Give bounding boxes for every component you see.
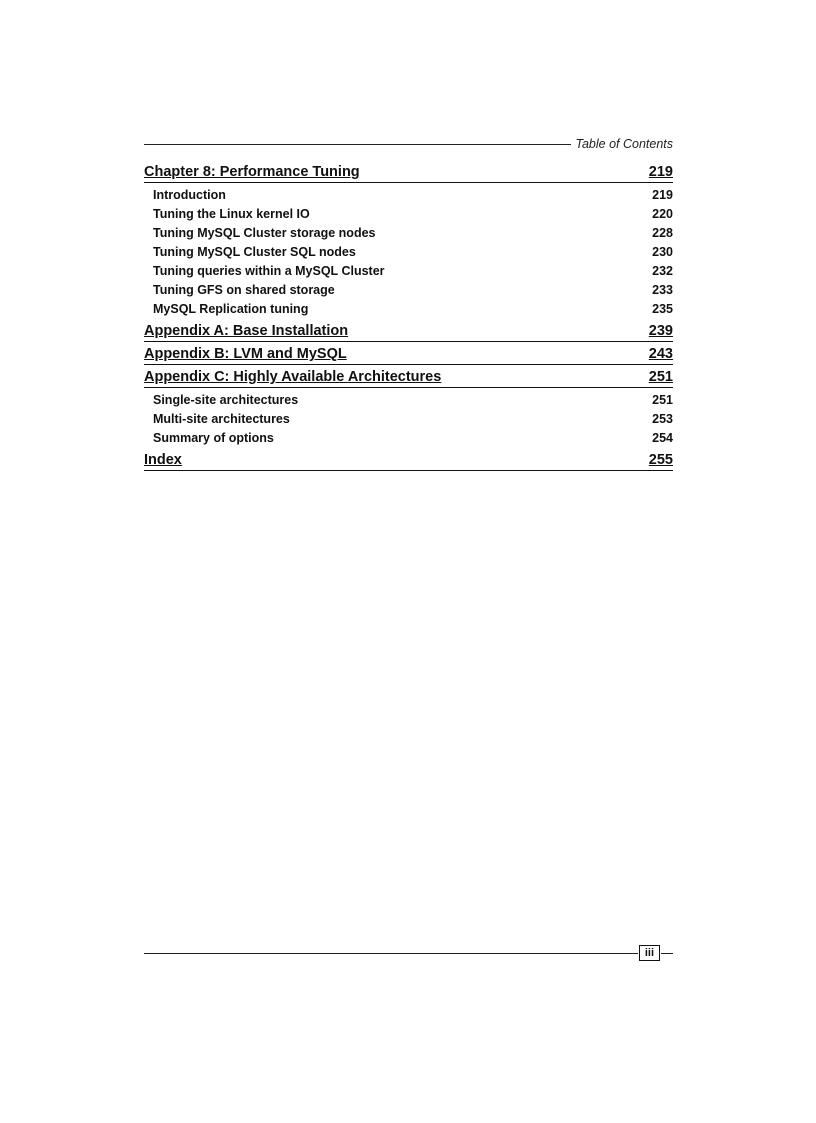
toc-section-page: 235 bbox=[652, 302, 673, 316]
toc-section-storage-nodes[interactable] bbox=[144, 224, 673, 243]
toc-chapter-8-label: Chapter 8: Performance Tuning bbox=[144, 164, 360, 180]
toc-section-queries[interactable] bbox=[144, 262, 673, 281]
toc-appendix-b[interactable] bbox=[144, 345, 673, 365]
running-header-title: Table of Contents bbox=[575, 137, 673, 151]
toc-section-page: 228 bbox=[652, 226, 673, 240]
toc-section-page: 253 bbox=[652, 412, 673, 426]
toc-section-page: 232 bbox=[652, 264, 673, 278]
toc-appendix-c[interactable] bbox=[144, 368, 673, 388]
toc-appendix-a-label: Appendix A: Base Installation bbox=[144, 323, 349, 339]
table-of-contents bbox=[144, 163, 673, 474]
page-number: iii bbox=[639, 945, 660, 961]
toc-section-label: Tuning the Linux kernel IO bbox=[153, 207, 310, 221]
toc-section-linux-kernel-io[interactable] bbox=[144, 205, 673, 224]
toc-appendix-a-page: 239 bbox=[648, 323, 673, 339]
toc-index[interactable] bbox=[144, 451, 673, 471]
toc-appendix-c-page: 251 bbox=[648, 369, 673, 385]
running-header bbox=[144, 135, 673, 153]
toc-section-label: Tuning GFS on shared storage bbox=[153, 283, 335, 297]
toc-section-label: Summary of options bbox=[153, 431, 274, 445]
toc-section-page: 230 bbox=[652, 245, 673, 259]
toc-section-page: 251 bbox=[652, 393, 673, 407]
toc-section-page: 220 bbox=[652, 207, 673, 221]
toc-section-summary[interactable] bbox=[144, 429, 673, 448]
toc-appendix-b-label: Appendix B: LVM and MySQL bbox=[144, 346, 347, 362]
toc-section-page: 254 bbox=[652, 431, 673, 445]
footer-rule-left bbox=[144, 953, 638, 954]
toc-index-page: 255 bbox=[648, 452, 673, 468]
toc-section-label: Tuning MySQL Cluster SQL nodes bbox=[153, 245, 356, 259]
toc-chapter-8-page: 219 bbox=[648, 164, 673, 180]
toc-section-sql-nodes[interactable] bbox=[144, 243, 673, 262]
header-rule bbox=[144, 144, 571, 145]
toc-section-label: Tuning MySQL Cluster storage nodes bbox=[153, 226, 376, 240]
toc-section-label: Tuning queries within a MySQL Cluster bbox=[153, 264, 385, 278]
toc-section-page: 233 bbox=[652, 283, 673, 297]
toc-chapter-8[interactable] bbox=[144, 163, 673, 183]
toc-appendix-b-page: 243 bbox=[648, 346, 673, 362]
toc-index-label: Index bbox=[144, 452, 182, 468]
toc-appendix-a[interactable] bbox=[144, 322, 673, 342]
toc-appendix-c-label: Appendix C: Highly Available Architectures bbox=[144, 369, 442, 385]
toc-section-label: Single-site architectures bbox=[153, 393, 299, 407]
toc-section-page: 219 bbox=[652, 188, 673, 202]
page-footer bbox=[144, 943, 673, 963]
toc-section-label: Multi-site architectures bbox=[153, 412, 290, 426]
toc-section-multi-site[interactable] bbox=[144, 410, 673, 429]
toc-section-label: Introduction bbox=[153, 188, 226, 202]
toc-section-gfs[interactable] bbox=[144, 281, 673, 300]
toc-section-replication[interactable] bbox=[144, 300, 673, 319]
footer-rule-right bbox=[661, 953, 673, 954]
toc-section-label: MySQL Replication tuning bbox=[153, 302, 309, 316]
toc-section-introduction[interactable] bbox=[144, 186, 673, 205]
toc-section-single-site[interactable] bbox=[144, 391, 673, 410]
